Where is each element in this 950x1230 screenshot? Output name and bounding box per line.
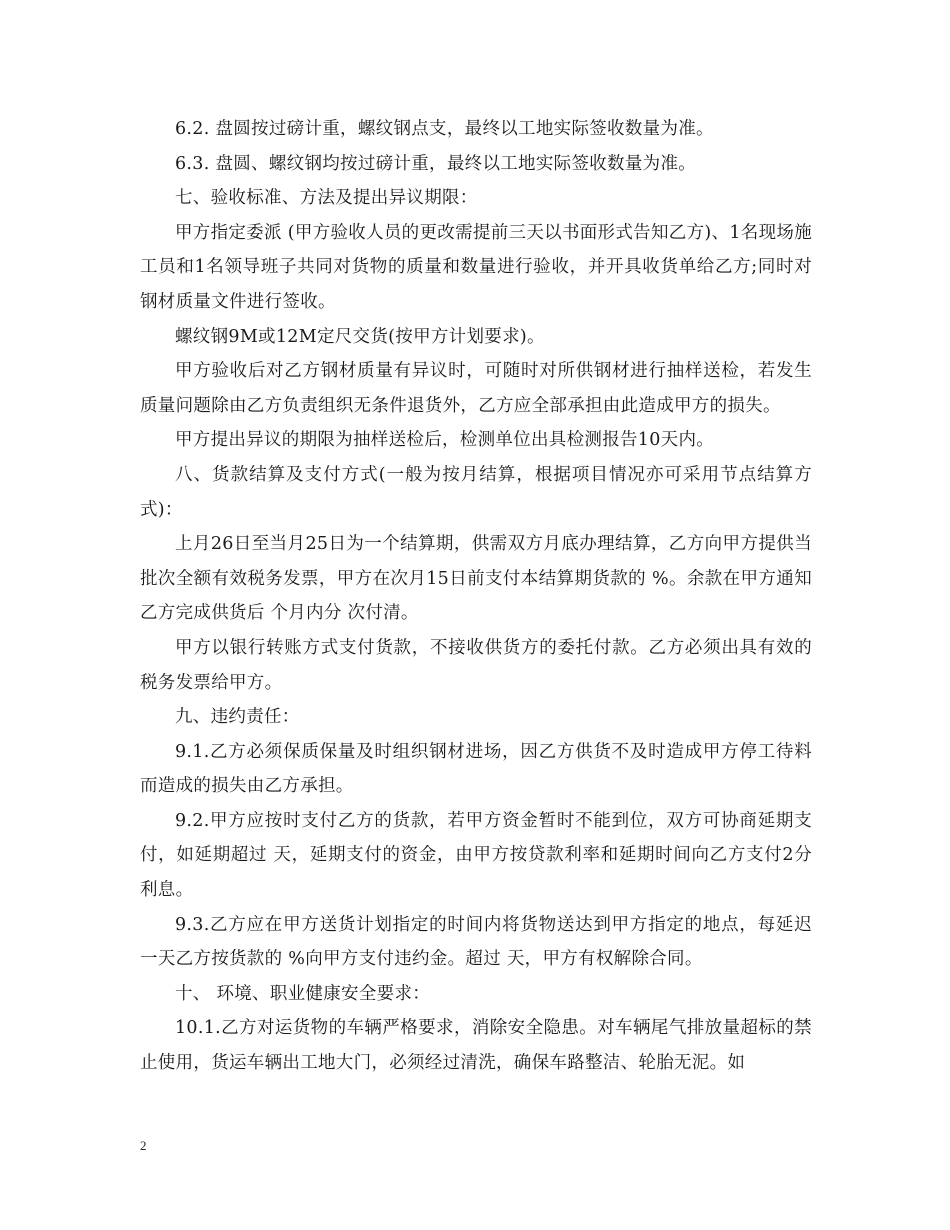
section-7-heading: 七、验收标准、方法及提出异议期限： bbox=[175, 188, 478, 209]
section-7-paragraph-length: 螺纹钢9M或12M定尺交货(按甲方计划要求)。 bbox=[175, 326, 545, 347]
section-10-heading: 十、 环境、职业健康安全要求： bbox=[175, 983, 431, 1004]
clause-6-3: 6.3. 盘圆、螺纹钢均按过磅计重，最终以工地实际签收数量为准。 bbox=[175, 153, 697, 174]
clause-9-3: 9.3.乙方应在甲方送货计划指定的时间内将货物送达到甲方指定的地点，每延迟一天乙方按货款的 %向甲方支付违约金。超过 天，甲方有权解除合同。 bbox=[140, 914, 812, 970]
section-8-paragraph-payment: 甲方以银行转账方式支付货款，不接收供货方的委托付款。乙方必须出具有效的税务发票给甲方。 bbox=[140, 637, 812, 693]
clause-6-2: 6.2. 盘圆按过磅计重，螺纹钢点支，最终以工地实际签收数量为准。 bbox=[175, 119, 714, 139]
section-8-paragraph-settlement: 上月26日至当月25日为一个结算期，供需双方月底办理结算，乙方向甲方提供当批次全额有效税务发票，甲方在次月15日前支付本结算期货款的 %。余款在甲方通知乙方完成供货后 个月内分 次付清。 bbox=[140, 534, 812, 624]
section-7-paragraph-inspection: 甲方指定委派 (甲方验收人员的更改需提前三天以书面形式告知乙方)、1名现场施工员和1名领导班子共同对货物的质量和数量进行验收，并开具收货单给乙方;同时对钢材质量文件进行签收。 bbox=[140, 222, 812, 312]
section-7-paragraph-deadline: 甲方提出异议的期限为抽样送检后，检测单位出具检测报告10天内。 bbox=[175, 430, 715, 451]
clause-10-1: 10.1.乙方对运货物的车辆严格要求，消除安全隐患。对车辆尾气排放量超标的禁止使用，货运车辆出工地大门，必须经过清洗，确保车路整洁、轮胎无泥。如 bbox=[140, 1018, 812, 1074]
clause-9-2: 9.2.甲方应按时支付乙方的货款，若甲方资金暂时不能到位，双方可协商延期支付，如延期超过 天，延期支付的资金，由甲方按贷款利率和延期时间向乙方支付2分利息。 bbox=[140, 810, 812, 901]
page-number: 2 bbox=[140, 1138, 147, 1153]
section-9-heading: 九、违约责任： bbox=[175, 707, 300, 728]
clause-9-1: 9.1.乙方必须保质保量及时组织钢材进场，因乙方供货不及时造成甲方停工待料而造成的损失由乙方承担。 bbox=[140, 741, 812, 797]
document-body bbox=[140, 112, 812, 1081]
section-7-paragraph-objection: 甲方验收后对乙方钢材质量有异议时，可随时对所供钢材进行抽样送检，若发生质量问题除由乙方负责组织无条件退货外，乙方应全部承担由此造成甲方的损失。 bbox=[140, 361, 812, 416]
section-8-heading: 八、货款结算及支付方式(一般为按月结算，根据项目情况亦可采用节点结算方式)： bbox=[140, 464, 812, 520]
